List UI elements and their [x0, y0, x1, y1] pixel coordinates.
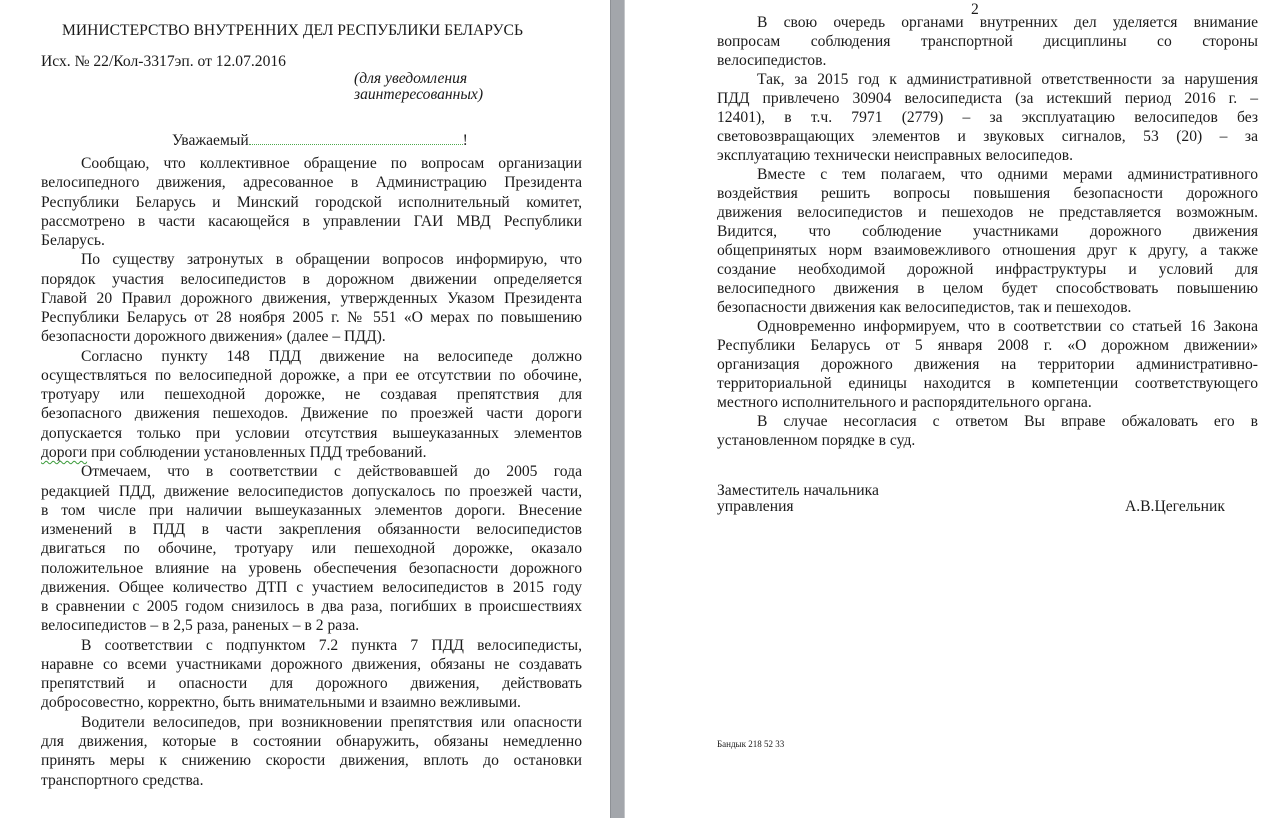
paragraph-line: велосипедного движения в целом будет способствовать повышению [717, 280, 1258, 297]
signature-title-line2: управления [717, 498, 794, 515]
document-page-1 [0, 0, 610, 818]
paragraph-line: Беларусь. [41, 232, 105, 250]
signature-title-line1: Заместитель начальника [717, 482, 879, 499]
paragraph-line: для движения, которые в состоянии обнаружить, обязаны немедленно [41, 732, 582, 750]
paragraph [717, 165, 1258, 317]
paragraph-line: велосипедистов – в 2,5 раза, раненых – в 2 раза. [41, 617, 360, 635]
paragraph-line: редакцией ПДД, движение велосипедистов допускалось по проезжей части, [41, 482, 582, 500]
paragraph-line: общепринятых норм взаимовежливого отношения друг к другу, а также [717, 242, 1258, 259]
paragraph-line: воздействия решить вопросы повышения безопасности дорожного [717, 185, 1258, 202]
page-separator [610, 0, 625, 818]
paragraph-line: Республики Беларусь от 5 января 2008 г. «О дорожном движении» [717, 337, 1258, 354]
paragraph-line: местного исполнительного и распорядительного органа. [717, 394, 1092, 411]
paragraph-line: транспортного средства. [41, 771, 204, 789]
paragraph-line: движения. Общее количество ДТП с участием велосипедистов в 2015 году [41, 578, 582, 596]
paragraph [717, 70, 1258, 165]
paragraph-line: В свою очередь органами внутренних дел уделяется внимание [757, 14, 1258, 31]
paragraph-line: 12401), в т.ч. 7971 (2779) – за эксплуатацию велосипедов без [717, 109, 1258, 126]
paragraph-line: эксплуатацию технически неисправных велосипедов. [717, 147, 1074, 164]
paragraph-line: Отмечаем, что в соответствии с действовавшей до 2005 года [81, 463, 582, 481]
paragraph-line: создание необходимой дорожной инфраструктуры и условий для [717, 261, 1258, 278]
notice-note-line2: заинтересованных) [354, 86, 484, 103]
paragraph [41, 713, 582, 790]
paragraph-line: положительное влияние на уровень обеспечения безопасности дорожного [41, 559, 582, 577]
paragraph-line: По существу затронутых в обращении вопросов информирую, что [81, 251, 582, 269]
ministry-heading: МИНИСТЕРСТВО ВНУТРЕННИХ ДЕЛ РЕСПУБЛИКИ БЕЛАРУСЬ [62, 22, 523, 39]
paragraph-line: Вместе с тем полагаем, что одними мерами административного [757, 166, 1258, 183]
paragraph-line: движения велосипедистов и пешеходов не представляется возможным. [717, 204, 1258, 221]
paragraph-line: Главой 20 Правил дорожного движения, утвержденных Указом Президента [41, 289, 582, 307]
document-page-2 [625, 0, 1280, 818]
paragraph-line: Видится, что соблюдение участниками дорожного движения [717, 223, 1258, 240]
paragraph-line: безопасности дорожного движения» (далее – ПДД). [41, 328, 386, 346]
paragraph-line: Согласно пункту 148 ПДД движение на велосипеде должно [81, 347, 582, 365]
paragraph [717, 317, 1258, 412]
paragraph [41, 347, 582, 463]
salutation-text: Уважаемый [172, 132, 249, 149]
paragraph-line: велосипедного движения, адресованное в Администрацию Президента [41, 174, 582, 192]
recipient-blank [249, 132, 463, 145]
paragraph-line: ПДД привлечено 30904 велосипедиста (за истекший период 2016 г. – [717, 90, 1258, 107]
paragraph-line: наравне со всеми участниками дорожного движения, обязаны не создавать [41, 655, 582, 673]
paragraph-line: безопасного движения пешеходов. Движение по проезжей части дороги [41, 405, 582, 423]
paragraph-line: Так, за 2015 год к административной ответственности за нарушения [757, 71, 1258, 88]
paragraph-line: вопросам соблюдения транспортной дисциплины со стороны [717, 33, 1258, 50]
paragraph-line: осуществляться по велосипедной дорожке, а при ее отсутствии по обочине, [41, 366, 582, 384]
page-number: 2 [971, 1, 979, 18]
reference-number: Исх. № 22/Кол-3317эп. от 12.07.2016 [41, 53, 286, 70]
paragraph-line: двигаться по обочине, тротуару или пешеходной дорожке, оказало [41, 540, 582, 558]
paragraph-line: препятствий и опасности для дорожного движения, действовать [41, 675, 582, 693]
paragraph [41, 154, 582, 250]
spellcheck-flagged-word: дороги [41, 443, 88, 461]
executor-contact: Бандык 218 52 33 [717, 739, 785, 749]
paragraph [41, 636, 582, 713]
paragraph-line: допускается только при условии отсутствия вышеуказанных элементов [41, 424, 582, 442]
paragraph-line: Одновременно информируем, что в соответствии со статьей 16 Закона [757, 318, 1258, 335]
paragraph-line: добросовестно, корректно, быть внимательными и взаимно вежливыми. [41, 694, 521, 712]
letter-body-page-1 [41, 154, 582, 790]
paragraph [41, 462, 582, 635]
paragraph-line: дороги при соблюдении установленных ПДД требований. [41, 443, 427, 461]
paragraph-line: В соответствии с подпунктом 7.2 пункта 7 ПДД велосипедисты, [81, 636, 582, 654]
paragraph-line: Республики Беларусь от 28 ноября 2005 г. № 551 «О мерах по повышению [41, 309, 582, 327]
paragraph-line: организация дорожного движения на территории административно- [717, 356, 1258, 373]
paragraph-line: изменений в ПДД в части закрепления обязанности велосипедистов [41, 521, 582, 539]
paragraph [717, 13, 1258, 70]
paragraph-line: тротуару или пешеходной дорожке, не создавая препятствия для [41, 386, 582, 404]
salutation-end: ! [462, 132, 468, 149]
paragraph [41, 250, 582, 346]
paragraph-line: рассмотрено в части касающейся в управлении ГАИ МВД Республики [41, 212, 582, 230]
paragraph-line: Сообщаю, что коллективное обращение по вопросам организации [81, 155, 582, 172]
paragraph-line: территориальной единицы находится в компетенции соответствующего [717, 375, 1258, 392]
salutation [172, 132, 468, 150]
paragraph-line: В случае несогласия с ответом Вы вправе обжаловать его в [757, 413, 1258, 430]
paragraph-line: принять меры к снижению скорости движения, вплоть до остановки [41, 752, 582, 770]
paragraph-line: световозвращающих элементов и звуковых сигналов, 53 (20) – за [717, 128, 1258, 145]
paragraph-line: Республики Беларусь и Минский городской исполнительный комитет, [41, 193, 582, 211]
paragraph-line: безопасности движения как велосипедистов, так и пешеходов. [717, 299, 1132, 316]
paragraph-line: порядок участия велосипедистов в дорожном движении определяется [41, 270, 582, 288]
notice-note-line1: (для уведомления [354, 70, 468, 87]
letter-body-page-2 [717, 13, 1258, 450]
paragraph-line: Водители велосипедов, при возникновении препятствия или опасности [81, 713, 582, 731]
signature-name: А.В.Цегельник [1125, 498, 1225, 515]
paragraph [717, 412, 1258, 450]
paragraph-line: в том числе при наличии вышеуказанных элементов дороги. Внесение [41, 501, 582, 519]
paragraph-line: велосипедистов. [717, 52, 827, 69]
paragraph-line: установленном порядке в суд. [717, 432, 916, 449]
paragraph-line: в сравнении с 2005 годом снизилось в два раза, погибших в происшествиях [41, 598, 582, 616]
